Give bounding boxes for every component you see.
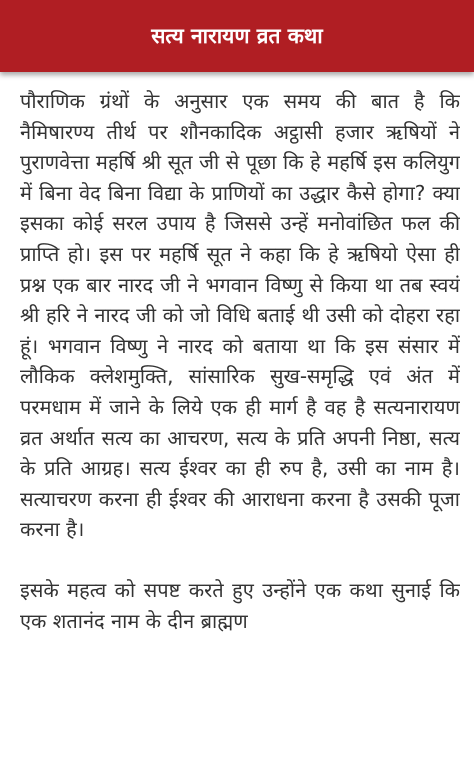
story-content[interactable] [20,86,460,777]
story-paragraph: इसके महत्व को सपष्ट करते हुए उन्होंने एक कथा सुनाई कि एक शतानंद नाम के दीन ब्राह्मण [20,577,460,633]
story-paragraph: पौराणिक ग्रंथों के अनुसार एक समय की बात है कि नैमिषारण्य तीर्थ पर शौनकादिक अट्ठासी हजार ऋषियों ने पुराणवेत्ता महर्षि श्री सूत जी से पूछा कि हे महर्षि इस कलियुग में बिना वेद बिना विद्या के प्राणियों का उद्धार कैसे होगा? क्या इसका कोई सरल उपाय है जिससे उन्हें मनोवांछित फल की प्राप्ति हो। इस पर महर्षि सूत ने कहा कि हे ऋषियो ऐसा ही प्रश्न एक बार नारद जी ने भगवान विष्णु से किया था तब स्वयं श्री हरि ने नारद जी को जो विधि बताई थी उसी को दोहरा रहा हूं। भगवान विष्णु ने नारद को बताया था कि इस संसार में लौकिक क्लेशमुक्ति, सांसारिक सुख-समृद्धि एवं अंत में परमधाम में जाने के लिये एक ही मार्ग है वह है सत्यनारायण व्रत अर्थात सत्य का आचरण, सत्य के प्रति अपनी निष्ठा, सत्य के प्रति आग्रह। सत्य ईश्वर का ही रुप है, उसी का नाम है। सत्याचरण करना ही ईश्वर की आराधना करना है उसकी पूजा करना है। [20,89,460,542]
page-title: सत्य नारायण व्रत कथा [151,24,323,48]
app-bar [0,0,474,72]
